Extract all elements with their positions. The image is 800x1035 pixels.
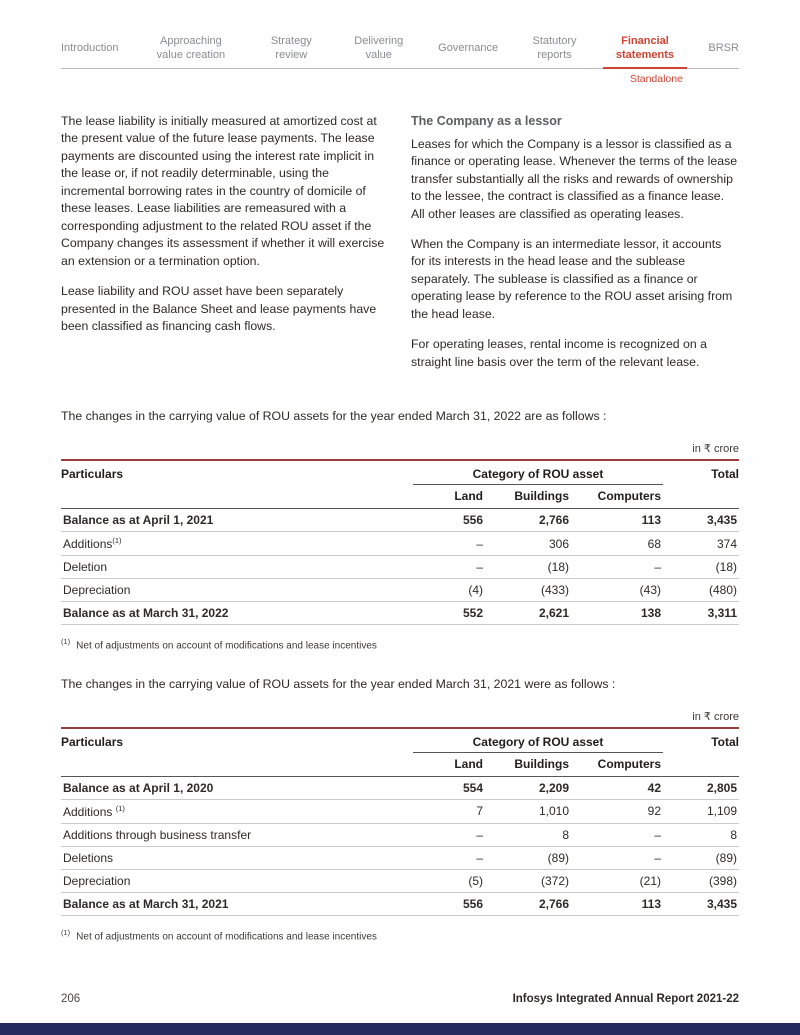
column-header-total: Total (663, 728, 739, 777)
table-cell: 2,621 (485, 602, 571, 625)
table-cell: (433) (485, 579, 571, 602)
unit-note-2022: in ₹ crore (692, 443, 739, 456)
paragraph-balance-sheet: Lease liability and ROU asset have been separately presented in the Balance Sheet and lease payments have been classified as financing cash flows. (61, 284, 377, 333)
rou-section-2021 (61, 676, 739, 943)
table-cell: 2,805 (663, 776, 739, 799)
table-cell: – (413, 846, 485, 869)
row-label: Additions through business transfer (61, 823, 413, 846)
table-cell: – (413, 556, 485, 579)
paragraph-intermediate-lessor: When the Company is an intermediate lessor, it accounts for its interests in the head lease and the sublease separately. The sublease is classified as a finance or operating lease by reference to the ROU asset arising from the head lease. (411, 237, 733, 321)
table-cell: (398) (663, 869, 739, 892)
nav-item-brsr[interactable] (708, 28, 739, 68)
table-cell: 556 (413, 509, 485, 532)
paragraph-lease-liability: The lease liability is initially measured at amortized cost at the present value of the future lease payments. The lease payments are discounted using the interest rate implicit in the lease or, if not readily determinable, using the incremental borrowing rates in the country of domicile of these leases. Lease liabilities are remeasured with a corresponding adjustment to the related ROU asset if the Company changes its assessment if whether it will exercise an extension or a termination option. (61, 114, 385, 268)
table-row-additions-business-transfer (61, 823, 739, 846)
table-cell: – (571, 556, 663, 579)
table-cell: 2,209 (485, 776, 571, 799)
table-row-closing-balance (61, 602, 739, 625)
footnote-marker: (1) (112, 536, 122, 546)
column-header-buildings: Buildings (485, 752, 571, 776)
left-column (61, 113, 389, 384)
table-cell: 68 (571, 532, 663, 556)
table-cell: 113 (571, 892, 663, 915)
nav-label: Statutory reports (532, 34, 577, 61)
nav-label: Approaching value creation (156, 34, 226, 61)
table-cell: 1,010 (485, 799, 571, 823)
table-intro-2021: The changes in the carrying value of ROU assets for the year ended March 31, 2021 were as follows : (61, 676, 616, 691)
row-label: Balance as at March 31, 2022 (61, 602, 413, 625)
page-number: 206 (61, 993, 81, 1005)
table-cell: 8 (663, 823, 739, 846)
row-label: Balance as at April 1, 2021 (61, 509, 413, 532)
table-cell: – (571, 846, 663, 869)
table-cell: 7 (413, 799, 485, 823)
row-label: Deletions (61, 846, 413, 869)
footnote-marker: (1) (115, 803, 125, 813)
table-cell: 113 (571, 509, 663, 532)
nav-item-statutory-reports[interactable] (528, 28, 582, 68)
nav-item-financial-statements[interactable] (611, 28, 683, 85)
table-cell: 306 (485, 532, 571, 556)
table-cell: (89) (663, 846, 739, 869)
nav-item-introduction[interactable] (61, 28, 118, 68)
nav-item-delivering-value[interactable] (349, 28, 409, 68)
table-cell: 554 (413, 776, 485, 799)
bottom-accent-bar (0, 1023, 800, 1035)
table-cell: 556 (413, 892, 485, 915)
table-cell: 42 (571, 776, 663, 799)
table-footnote-2021 (61, 928, 739, 942)
column-header-total: Total (663, 460, 739, 509)
report-title: Infosys Integrated Annual Report 2021-22 (512, 993, 739, 1005)
nav-label: Introduction (61, 41, 119, 54)
table-cell: – (413, 823, 485, 846)
column-header-land: Land (413, 752, 485, 776)
row-label: Deletion (61, 556, 413, 579)
nav-item-governance[interactable] (438, 28, 498, 68)
table-row-additions (61, 532, 739, 556)
table-footnote-2022 (61, 637, 739, 651)
table-row-opening-balance (61, 509, 739, 532)
page-footer (61, 993, 739, 1005)
table-cell: (89) (485, 846, 571, 869)
table-row-opening-balance (61, 776, 739, 799)
table-row-closing-balance (61, 892, 739, 915)
rou-section-2022 (61, 408, 739, 652)
table-cell: 138 (571, 602, 663, 625)
footnote-marker: (1) (61, 637, 71, 647)
table-cell: 1,109 (663, 799, 739, 823)
nav-label: BRSR (708, 41, 739, 54)
table-cell: (480) (663, 579, 739, 602)
nav-label: Delivering value (354, 34, 404, 61)
column-header-computers: Computers (571, 485, 663, 509)
rou-table-2021 (61, 727, 739, 916)
table-intro-2022: The changes in the carrying value of ROU assets for the year ended March 31, 2022 are as follows : (61, 409, 607, 424)
table-row-additions (61, 799, 739, 823)
right-column (411, 113, 739, 384)
row-label: Balance as at April 1, 2020 (61, 776, 413, 799)
table-cell: (43) (571, 579, 663, 602)
column-header-particulars: Particulars (61, 460, 413, 509)
table-cell: 92 (571, 799, 663, 823)
paragraph-lessor-classification: Leases for which the Company is a lessor is classified as a finance or operating lease. Whenever the terms of the lease transfer substantially all the risks and rewards of ownership to the lessee, the contract is classified as a finance lease. All other leases are classified as operating leases. (411, 136, 738, 221)
rou-table-2022 (61, 459, 739, 625)
column-header-computers: Computers (571, 752, 663, 776)
row-label: Depreciation (61, 869, 413, 892)
table-cell: 3,311 (663, 602, 739, 625)
column-header-land: Land (413, 485, 485, 509)
row-label: Balance as at March 31, 2021 (61, 892, 413, 915)
table-cell: (5) (413, 869, 485, 892)
table-cell: (18) (663, 556, 739, 579)
column-group-header: Category of ROU asset (413, 728, 663, 753)
table-row-depreciation (61, 579, 739, 602)
nav-label: Governance (438, 41, 499, 54)
footnote-text: Net of adjustments on account of modifications and lease incentives (76, 640, 377, 652)
table-cell: (21) (571, 869, 663, 892)
table-cell: 2,766 (485, 509, 571, 532)
nav-item-strategy-review[interactable] (263, 28, 319, 68)
footnote-text: Net of adjustments on account of modifications and lease incentives (76, 931, 377, 943)
unit-note-2021: in ₹ crore (692, 710, 739, 723)
column-group-header: Category of ROU asset (413, 460, 663, 485)
table-cell: 3,435 (663, 509, 739, 532)
table-cell: (18) (485, 556, 571, 579)
paragraph-operating-leases: For operating leases, rental income is recognized on a straight line basis over the term of the relevant lease. (411, 337, 707, 369)
table-cell: (372) (485, 869, 571, 892)
body-columns (61, 113, 739, 384)
nav-bar (61, 28, 739, 85)
column-header-buildings: Buildings (485, 485, 571, 509)
footnote-marker: (1) (61, 927, 71, 937)
table-row-depreciation (61, 869, 739, 892)
lessor-heading: The Company as a lessor (411, 114, 562, 128)
row-label: Depreciation (61, 579, 413, 602)
table-cell: (4) (413, 579, 485, 602)
row-label: Additions$^{(1)}$ (61, 532, 413, 556)
table-cell: 2,766 (485, 892, 571, 915)
row-label: Additions $^{(1)}$ (61, 799, 413, 823)
nav-label: Strategy review (270, 34, 312, 61)
nav-label: Financial statements (615, 34, 674, 61)
top-nav (61, 28, 739, 85)
table-cell: 8 (485, 823, 571, 846)
table-cell: 552 (413, 602, 485, 625)
table-cell: – (571, 823, 663, 846)
column-header-particulars: Particulars (61, 728, 413, 777)
subnav-standalone[interactable]: Standalone (629, 73, 683, 85)
nav-item-approaching-value-creation[interactable] (148, 28, 234, 68)
table-row-deletions (61, 846, 739, 869)
table-row-deletion (61, 556, 739, 579)
table-cell: – (413, 532, 485, 556)
table-cell: 3,435 (663, 892, 739, 915)
table-cell: 374 (663, 532, 739, 556)
